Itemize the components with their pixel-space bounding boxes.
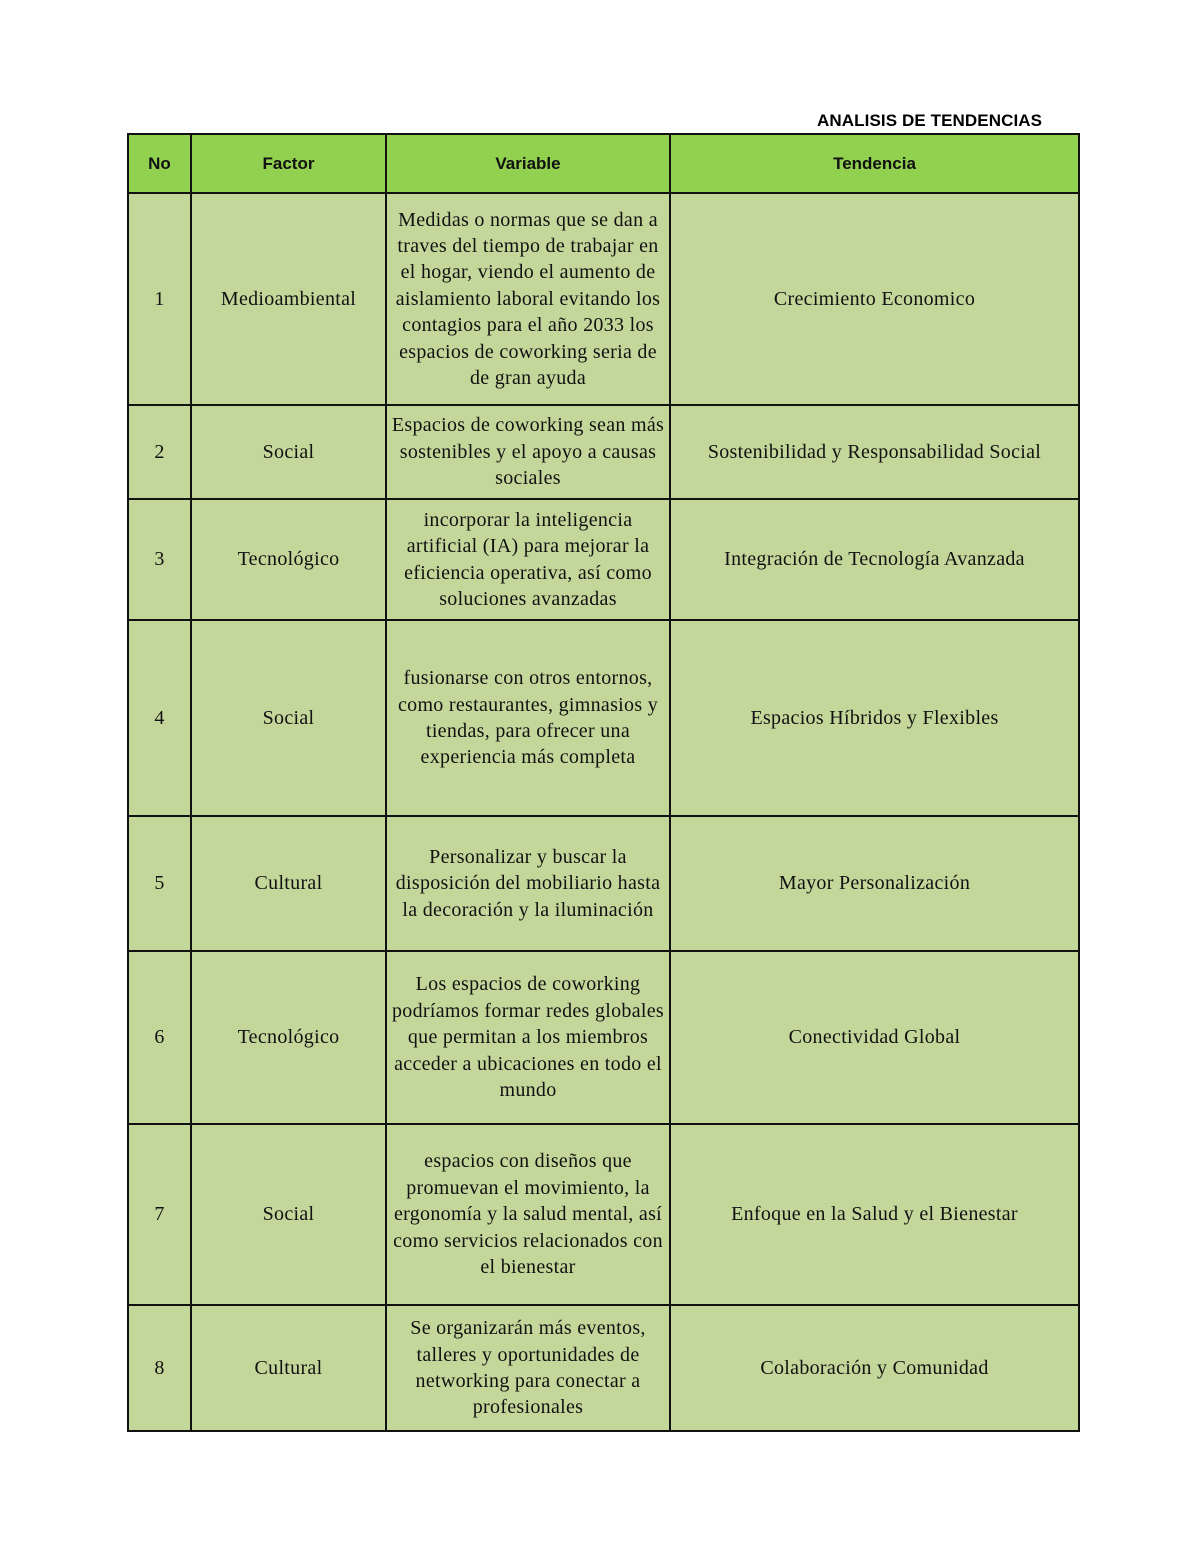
cell-variable: fusionarse con otros entornos, como restaurantes, gimnasios y tiendas, para ofrecer una experiencia más completa (386, 620, 670, 816)
header-factor: Factor (191, 134, 386, 193)
cell-factor: Social (191, 405, 386, 499)
cell-tendencia: Conectividad Global (670, 951, 1079, 1124)
table-row (128, 1124, 1079, 1305)
header-no: No (128, 134, 191, 193)
cell-factor: Medioambiental (191, 193, 386, 405)
cell-variable: Medidas o normas que se dan a traves del tiempo de trabajar en el hogar, viendo el aumento de aislamiento laboral evitando los contagios para el año 2033 los espacios de coworking seria de de gran ayuda (386, 193, 670, 405)
cell-no: 2 (128, 405, 191, 499)
cell-variable: Los espacios de coworking podríamos formar redes globales que permitan a los miembros acceder a ubicaciones en todo el mundo (386, 951, 670, 1124)
cell-variable: Personalizar y buscar la disposición del mobiliario hasta la decoración y la iluminación (386, 816, 670, 951)
document-title: ANALISIS DE TENDENCIAS (817, 111, 1043, 130)
header-variable: Variable (386, 134, 670, 193)
cell-factor: Cultural (191, 1305, 386, 1431)
cell-tendencia: Sostenibilidad y Responsabilidad Social (670, 405, 1079, 499)
cell-no: 1 (128, 193, 191, 405)
table-row (128, 1305, 1079, 1431)
cell-variable: Se organizarán más eventos, talleres y oportunidades de networking para conectar a profesionales (386, 1305, 670, 1431)
cell-no: 5 (128, 816, 191, 951)
cell-factor: Tecnológico (191, 951, 386, 1124)
cell-factor: Social (191, 1124, 386, 1305)
table-row (128, 499, 1079, 620)
cell-variable: incorporar la inteligencia artificial (IA) para mejorar la eficiencia operativa, así como soluciones avanzadas (386, 499, 670, 620)
cell-tendencia: Crecimiento Economico (670, 193, 1079, 405)
table-row (128, 816, 1079, 951)
trends-table (127, 133, 1080, 1432)
cell-tendencia: Mayor Personalización (670, 816, 1079, 951)
cell-variable: Espacios de coworking sean más sostenibles y el apoyo a causas sociales (386, 405, 670, 499)
cell-variable: espacios con diseños que promuevan el movimiento, la ergonomía y la salud mental, así como servicios relacionados con el bienestar (386, 1124, 670, 1305)
cell-tendencia: Integración de Tecnología Avanzada (670, 499, 1079, 620)
cell-factor: Cultural (191, 816, 386, 951)
cell-no: 6 (128, 951, 191, 1124)
table-header-row (128, 134, 1079, 193)
cell-tendencia: Colaboración y Comunidad (670, 1305, 1079, 1431)
table-row (128, 405, 1079, 499)
cell-no: 4 (128, 620, 191, 816)
table-row (128, 951, 1079, 1124)
cell-tendencia: Espacios Híbridos y Flexibles (670, 620, 1079, 816)
cell-factor: Tecnológico (191, 499, 386, 620)
cell-tendencia: Enfoque en la Salud y el Bienestar (670, 1124, 1079, 1305)
cell-factor: Social (191, 620, 386, 816)
cell-no: 7 (128, 1124, 191, 1305)
cell-no: 8 (128, 1305, 191, 1431)
table-row (128, 193, 1079, 405)
cell-no: 3 (128, 499, 191, 620)
table-row (128, 620, 1079, 816)
header-tendencia: Tendencia (670, 134, 1079, 193)
